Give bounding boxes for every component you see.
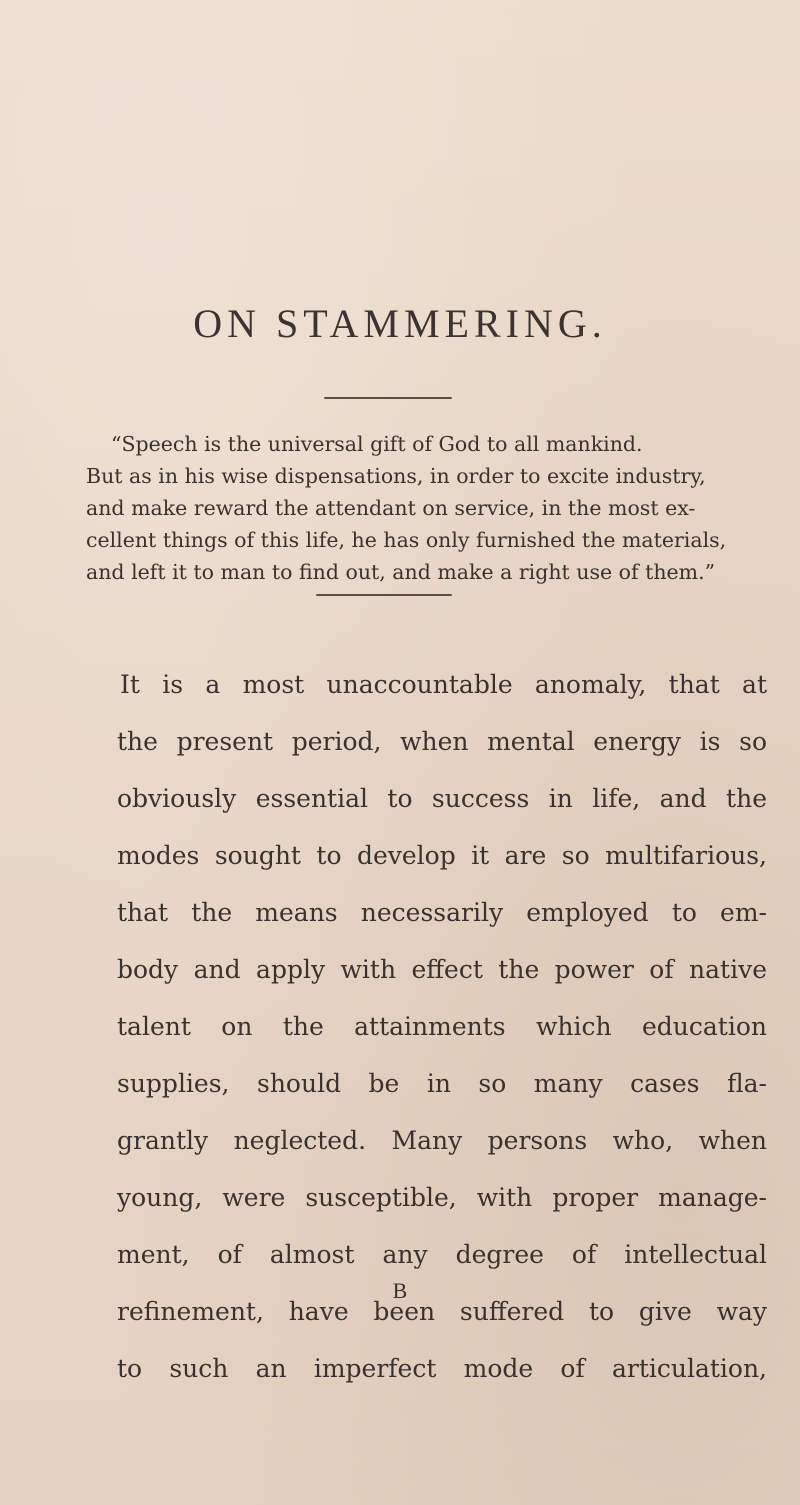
- body-line: talent on the attainments which education: [117, 1012, 767, 1041]
- body-line: that the means necessarily employed to em-: [117, 898, 767, 927]
- body-line: body and apply with effect the power of native: [117, 955, 767, 984]
- epigraph-line: and left it to man to find out, and make a right use of them.”: [86, 560, 716, 584]
- epigraph-line: “Speech is the universal gift of God to all mankind.: [111, 432, 643, 456]
- epigraph-divider: [316, 594, 452, 596]
- page-title: ON STAMMERING.: [193, 301, 607, 346]
- body-line: ment, of almost any degree of intellectual: [117, 1240, 767, 1269]
- title-divider: [324, 397, 452, 399]
- body-line: the present period, when mental energy is so: [117, 727, 767, 756]
- body-line: young, were susceptible, with proper manage-: [117, 1183, 767, 1212]
- body-line: refinement, have been suffered to give way: [117, 1297, 767, 1326]
- body-line: supplies, should be in so many cases fla-: [117, 1069, 767, 1098]
- epigraph-quote: [86, 428, 758, 588]
- body-line: modes sought to develop it are so multifarious,: [117, 841, 767, 870]
- body-line: to such an imperfect mode of articulation,: [117, 1354, 767, 1383]
- signature-mark: B: [392, 1278, 408, 1303]
- body-line: It is a most unaccountable anomaly, that at: [120, 670, 767, 699]
- body-line: obviously essential to success in life, and the: [117, 784, 767, 813]
- epigraph-line: But as in his wise dispensations, in order to excite industry,: [86, 464, 706, 488]
- epigraph-line: and make reward the attendant on service, in the most ex-: [86, 496, 696, 520]
- body-line: grantly neglected. Many persons who, when: [117, 1126, 767, 1155]
- epigraph-line: cellent things of this life, he has only furnished the materials,: [86, 528, 727, 552]
